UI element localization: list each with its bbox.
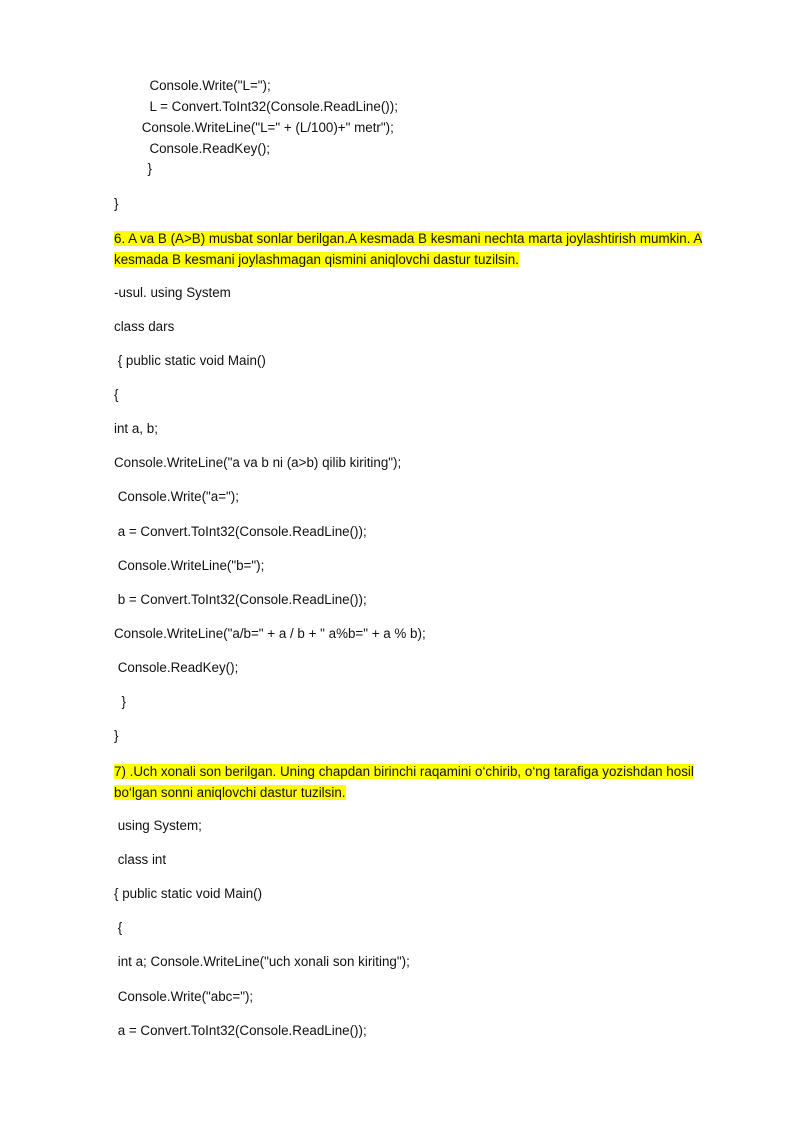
code-line: a = Convert.ToInt32(Console.ReadLine());	[114, 1023, 367, 1038]
task-7-line-1: 7) .Uch xonali son berilgan. Uning chapdan birinchi raqamini o‘chirib, o‘ng tarafiga yozishdan hosil	[114, 764, 694, 779]
code-line: a = Convert.ToInt32(Console.ReadLine());	[114, 524, 367, 539]
task-6-line-2: kesmada B kesmani joylashmagan qismini aniqlovchi dastur tuzilsin.	[114, 252, 519, 267]
code-line: {	[114, 920, 123, 935]
code-line: -usul. using System	[114, 285, 231, 300]
code-line: Console.WriteLine("b=");	[114, 558, 265, 573]
code-line: }	[140, 161, 152, 176]
code-line: { public static void Main()	[114, 886, 263, 901]
code-line: Console.Write("a=");	[114, 489, 239, 504]
code-line: class dars	[114, 319, 175, 334]
code-line: Console.WriteLine("a/b=" + a / b + " a%b=" + a % b);	[114, 626, 426, 641]
code-line: int a, b;	[114, 421, 158, 436]
task-7-heading	[114, 761, 714, 803]
code-line: b = Convert.ToInt32(Console.ReadLine());	[114, 592, 367, 607]
task-6-heading	[114, 228, 714, 270]
code-line: Console.WriteLine("a va b ni (a>b) qilib kiriting");	[114, 455, 402, 470]
code-line: Console.Write("L=");	[142, 78, 271, 93]
code-line: Console.ReadKey();	[142, 141, 271, 156]
code-line: Console.Write("abc=");	[114, 989, 254, 1004]
code-line: int a; Console.WriteLine("uch xonali son kiriting");	[114, 954, 410, 969]
task-6-line-1: 6. A va B (A>B) musbat sonlar berilgan.A kesmada B kesmani nechta marta joylashtirish mumkin. A	[114, 231, 703, 246]
code-line: using System;	[114, 818, 202, 833]
code-line: Console.WriteLine("L=" + (L/100)+" metr");	[138, 120, 394, 135]
code-line: }	[114, 728, 119, 743]
code-line: L = Convert.ToInt32(Console.ReadLine());	[142, 99, 398, 114]
code-line: }	[114, 694, 126, 709]
code-line: {	[114, 387, 119, 402]
task-7-line-2: bo‘lgan sonni aniqlovchi dastur tuzilsin.	[114, 785, 346, 800]
code-line: { public static void Main()	[114, 353, 266, 368]
code-line: class int	[114, 852, 167, 867]
code-line: }	[114, 196, 119, 211]
code-line: Console.ReadKey();	[114, 660, 239, 675]
